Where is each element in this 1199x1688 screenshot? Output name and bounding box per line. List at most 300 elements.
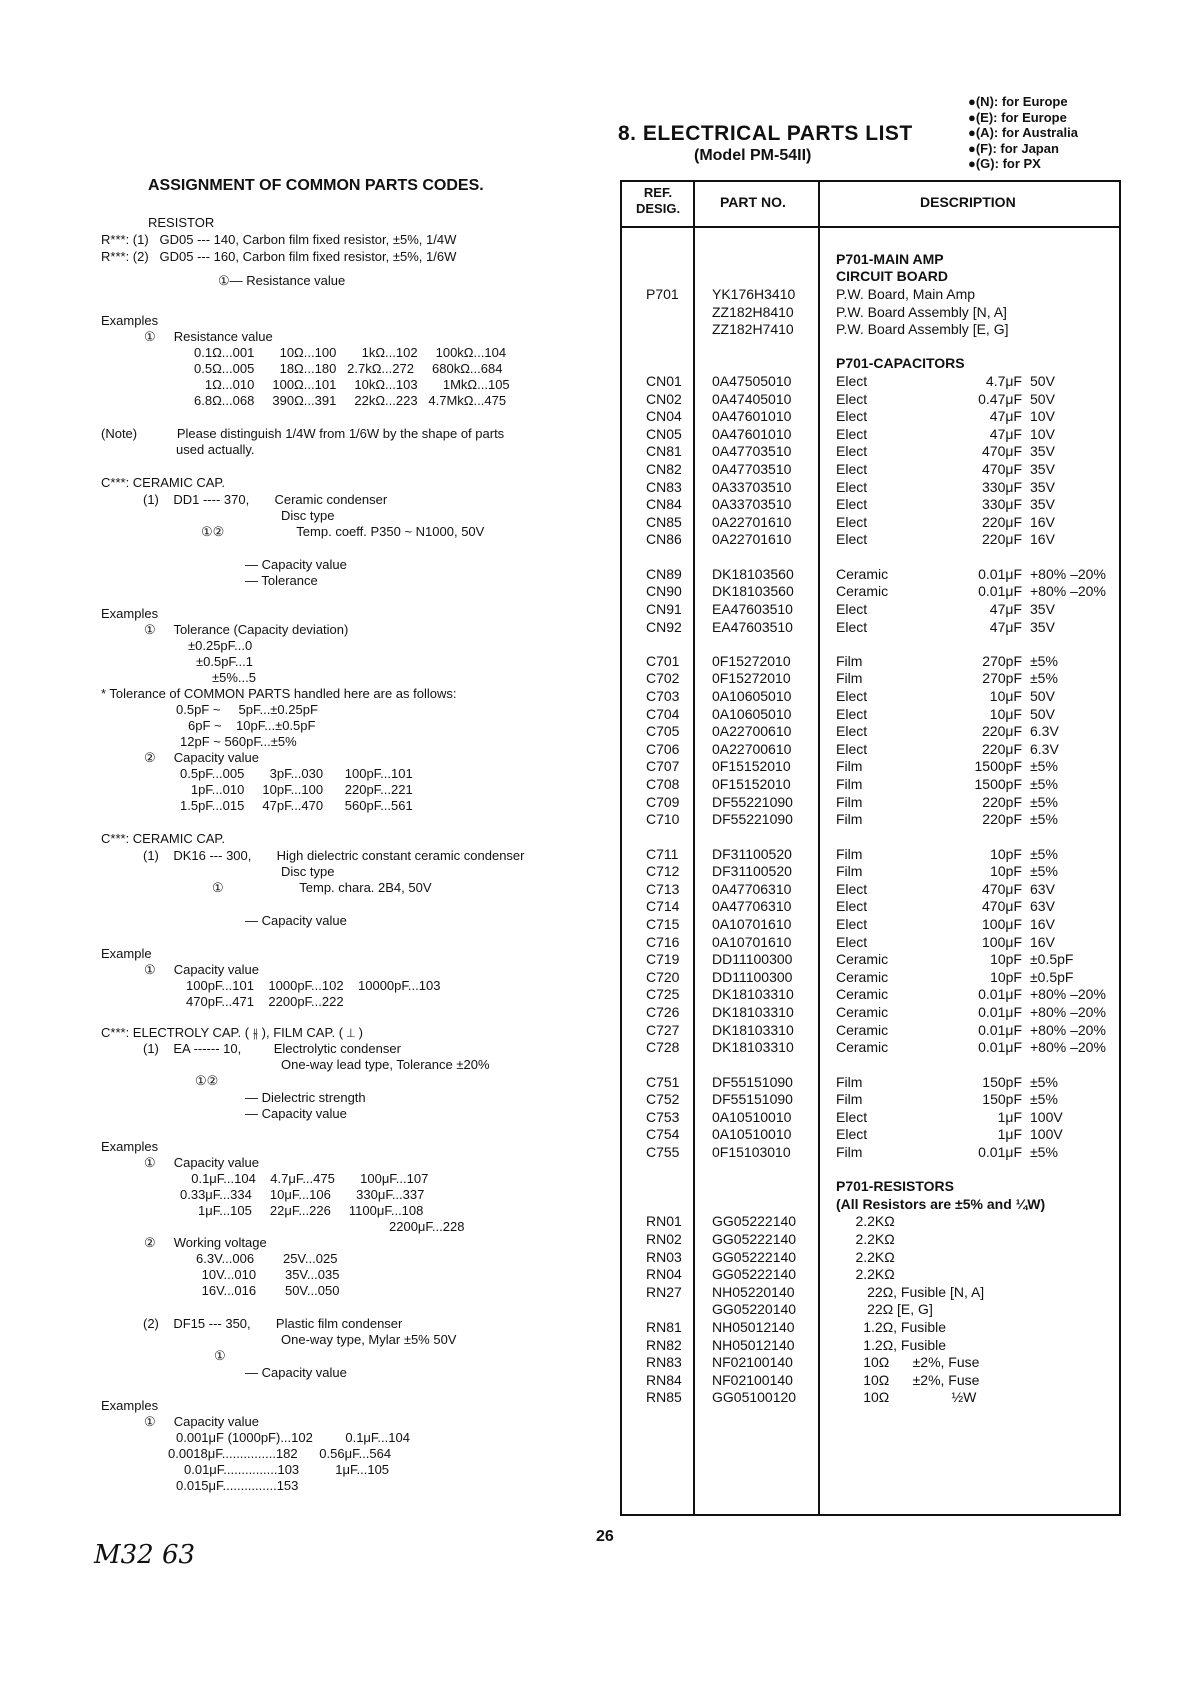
description-cell: Ceramic	[836, 951, 889, 968]
description-cell: 10Ω ±2%, Fuse	[836, 1354, 980, 1371]
table-row	[622, 1301, 1119, 1319]
description-cell: 1.2Ω, Fusible	[836, 1319, 947, 1336]
part-no-cell: NH05220140	[712, 1283, 795, 1300]
rating-cell: 16V	[1030, 513, 1055, 530]
code-line: — Capacity value	[245, 913, 347, 928]
code-line: One-way type, Mylar ±5% 50V	[281, 1332, 457, 1347]
code-line: Examples	[101, 1398, 159, 1413]
description-cell: 2.2KΩ	[836, 1213, 895, 1230]
ref-cell: C755	[646, 1143, 680, 1160]
rating-cell: 100V	[1030, 1108, 1063, 1125]
part-no-cell: 0A10510010	[712, 1108, 792, 1125]
part-no-cell: 0A33703510	[712, 496, 792, 513]
table-row	[622, 268, 1119, 286]
rating-cell: ±5%	[1030, 1143, 1058, 1160]
part-no-cell: 0A47405010	[712, 390, 792, 407]
rating-cell: 63V	[1030, 880, 1055, 897]
code-line: — Dielectric strength	[245, 1090, 366, 1105]
table-row	[622, 304, 1119, 322]
code-line: 0.01μF...............103 1μF...105	[184, 1462, 390, 1477]
description-cell: Elect	[836, 740, 868, 757]
code-line: 0.5pF...005 3pF...030 100pF...101	[180, 766, 413, 781]
code-line: 0.1Ω...001 10Ω...100 1kΩ...102 100kΩ...104	[194, 345, 507, 360]
ref-cell: C716	[646, 933, 680, 950]
code-line: 0.1μF...104 4.7μF...475 100μF...107	[184, 1171, 429, 1186]
table-row	[622, 1389, 1119, 1407]
rating-cell: 35V	[1030, 496, 1055, 513]
description-cell: P701-RESISTORS	[836, 1178, 955, 1195]
code-line: Examples	[101, 1139, 159, 1154]
description-cell: Elect	[836, 898, 868, 915]
value-cell: 470μF	[982, 898, 1022, 915]
part-no-cell: ZZ182H7410	[712, 321, 794, 338]
ref-cell: C720	[646, 968, 680, 985]
table-row	[622, 1337, 1119, 1355]
description-cell: Elect	[836, 478, 868, 495]
value-cell: 47μF	[989, 408, 1022, 425]
description-cell: 2.2KΩ	[836, 1231, 895, 1248]
value-cell: 150pF	[982, 1073, 1022, 1090]
part-no-cell: DF55151090	[712, 1073, 793, 1090]
part-no-cell: 0A10605010	[712, 688, 792, 705]
rating-cell: ±5%	[1030, 845, 1058, 862]
part-no-cell: 0A22700610	[712, 723, 792, 740]
ref-cell: C754	[646, 1126, 680, 1143]
region-note: ●(G): for PX	[968, 156, 1041, 171]
code-line: 0.33μF...334 10μF...106 330μF...337	[180, 1187, 425, 1202]
region-note: ●(E): for Europe	[968, 109, 1067, 125]
part-no-cell: 0A47706310	[712, 898, 792, 915]
table-row	[622, 916, 1119, 934]
part-no-cell: 0A47601010	[712, 408, 792, 425]
rating-cell: ±5%	[1030, 758, 1058, 775]
value-cell: 220μF	[982, 740, 1022, 757]
rating-cell: ±5%	[1030, 1073, 1058, 1090]
rating-cell: 16V	[1030, 531, 1055, 548]
rating-cell: ±5%	[1030, 776, 1058, 793]
code-line: (1) DK16 --- 300, High dielectric constant ceramic condenser	[143, 848, 525, 863]
code-line: ±0.25pF...0	[188, 638, 253, 653]
description-cell: P701-MAIN AMP	[836, 250, 944, 267]
description-cell: Ceramic	[836, 565, 889, 582]
code-line: ① Capacity value	[144, 1155, 259, 1170]
part-no-cell: 0A22701610	[712, 513, 792, 530]
ref-cell: C702	[646, 670, 680, 687]
code-line: C***: CERAMIC CAP.	[101, 831, 226, 846]
table-row	[622, 758, 1119, 776]
part-no-cell: 0A47505010	[712, 373, 792, 390]
value-cell: 270pF	[982, 652, 1022, 669]
ref-cell: CN91	[646, 600, 682, 617]
code-line: 100pF...101 1000pF...102 10000pF...103	[186, 978, 441, 993]
part-no-cell: DK18103560	[712, 583, 794, 600]
table-row	[622, 706, 1119, 724]
value-cell: 220μF	[982, 513, 1022, 530]
part-no-cell: GG05222140	[712, 1231, 797, 1248]
value-cell: 1μF	[997, 1108, 1022, 1125]
code-line: 0.015μF...............153	[176, 1478, 299, 1493]
code-line: 470pF...471 2200pF...222	[186, 994, 344, 1009]
description-cell: Elect	[836, 916, 868, 932]
table-row	[622, 723, 1119, 741]
ref-cell: CN81	[646, 443, 682, 460]
ref-cell: C751	[646, 1073, 680, 1090]
code-line: ①— Resistance value	[218, 273, 346, 288]
rating-cell: ±5%	[1030, 793, 1058, 810]
ref-cell: CN92	[646, 618, 682, 635]
code-line: used actually.	[176, 442, 255, 457]
parts-table	[620, 180, 1121, 1516]
header-part: PART NO.	[720, 194, 786, 210]
part-no-cell: DF31100520	[712, 863, 792, 880]
code-line: Examples	[101, 313, 159, 328]
value-cell: 0.47μF	[978, 390, 1022, 407]
rating-cell: +80% –20%	[1030, 1039, 1106, 1056]
ref-cell: C706	[646, 740, 680, 757]
code-line: 1μF...105 22μF...226 1100μF...108	[180, 1203, 424, 1218]
description-cell: Elect	[836, 1126, 868, 1143]
ref-cell: C725	[646, 986, 680, 1003]
code-line: R***: (1) GD05 --- 140, Carbon film fixed resistor, ±5%, 1/4W	[101, 232, 457, 247]
code-line: ① Tolerance (Capacity deviation)	[144, 622, 349, 637]
value-cell: 0.01μF	[978, 1021, 1022, 1038]
rating-cell: 35V	[1030, 600, 1055, 617]
code-line: 0.001μF (1000pF)...102 0.1μF...104	[176, 1430, 410, 1445]
table-row	[622, 1266, 1119, 1284]
part-no-cell: DF55221090	[712, 811, 793, 828]
part-no-cell: GG05222140	[712, 1266, 797, 1283]
description-cell: Elect	[836, 461, 868, 478]
region-note: ●(N): for Europe	[968, 94, 1068, 109]
part-no-cell: GG05100120	[712, 1389, 797, 1406]
description-cell: Film	[836, 863, 863, 880]
part-no-cell: GG05220140	[712, 1301, 797, 1318]
description-cell: 10Ω ½W	[836, 1389, 977, 1406]
table-row	[622, 1126, 1119, 1144]
value-cell: 10μF	[989, 688, 1022, 705]
value-cell: 0.01μF	[978, 583, 1022, 600]
code-line: (Note) Please distinguish 1/4W from 1/6W by the shape of parts	[101, 426, 505, 441]
table-row	[622, 741, 1119, 759]
table-row	[622, 951, 1119, 969]
value-cell: 47μF	[989, 600, 1022, 617]
table-row	[622, 408, 1119, 426]
ref-cell: RN84	[646, 1371, 682, 1388]
value-cell: 1500pF	[974, 758, 1022, 775]
table-row	[622, 619, 1119, 637]
part-no-cell: DK18103310	[712, 1021, 794, 1038]
value-cell: 150pF	[982, 1091, 1022, 1108]
description-cell: Film	[836, 652, 863, 669]
code-line: ±5%...5	[212, 670, 256, 685]
code-line: 6pF ~ 10pF...±0.5pF	[188, 718, 316, 733]
part-no-cell: GG05222140	[712, 1248, 797, 1265]
code-line: 16V...016 50V...050	[198, 1283, 340, 1298]
part-no-cell: NH05012140	[712, 1319, 795, 1336]
rating-cell: 35V	[1030, 618, 1055, 635]
code-line: ① Capacity value	[144, 1414, 259, 1429]
parts-list-model: (Model PM-54II)	[694, 147, 812, 164]
table-row	[622, 426, 1119, 444]
description-cell: CIRCUIT BOARD	[836, 268, 948, 285]
value-cell: 270pF	[982, 670, 1022, 687]
code-line: — Capacity value	[245, 557, 347, 572]
table-row	[622, 443, 1119, 461]
rating-cell: +80% –20%	[1030, 583, 1106, 600]
rating-cell: 10V	[1030, 425, 1055, 442]
description-cell: Film	[836, 776, 863, 793]
code-line: ① Capacity value	[144, 962, 259, 977]
description-cell: Film	[836, 1091, 863, 1108]
table-row	[622, 583, 1119, 601]
table-row	[622, 1144, 1119, 1162]
table-row	[622, 881, 1119, 899]
code-line: ① Temp. chara. 2B4, 50V	[212, 880, 432, 895]
description-cell: Ceramic	[836, 583, 889, 600]
table-row	[622, 1091, 1119, 1109]
ref-cell: CN83	[646, 478, 682, 495]
value-cell: 220pF	[982, 793, 1022, 810]
ref-cell: RN82	[646, 1336, 682, 1353]
code-line: 1.5pF...015 47pF...470 560pF...561	[180, 798, 413, 813]
rating-cell: ±5%	[1030, 1091, 1058, 1108]
ref-cell: C728	[646, 1039, 680, 1056]
part-no-cell: GG05222140	[712, 1213, 797, 1230]
code-line: 1Ω...010 100Ω...101 10kΩ...103 1MkΩ...105	[194, 377, 510, 392]
table-row	[622, 531, 1119, 549]
part-no-cell: DF55221090	[712, 793, 793, 810]
part-no-cell: YK176H3410	[712, 285, 796, 302]
description-cell: Elect	[836, 531, 868, 548]
value-cell: 470μF	[982, 461, 1022, 478]
rating-cell: +80% –20%	[1030, 1021, 1106, 1038]
code-line: * Tolerance of COMMON PARTS handled here are as follows:	[101, 686, 457, 701]
part-no-cell: 0A10701610	[712, 916, 792, 932]
part-no-cell: EA47603510	[712, 600, 793, 617]
rating-cell: ±0.5pF	[1030, 951, 1074, 968]
ref-cell: C708	[646, 776, 680, 793]
table-row	[622, 653, 1119, 671]
table-row	[622, 863, 1119, 881]
description-cell: P.W. Board Assembly [N, A]	[836, 303, 1007, 320]
code-line: (1) EA ------ 10, Electrolytic condenser	[143, 1041, 401, 1056]
ref-cell: C715	[646, 916, 680, 932]
code-line: ①	[214, 1348, 226, 1363]
ref-cell: RN85	[646, 1389, 682, 1406]
table-row	[622, 461, 1119, 479]
table-row	[622, 1004, 1119, 1022]
table-row	[622, 1074, 1119, 1092]
part-no-cell: DK18103310	[712, 986, 794, 1003]
description-cell: Elect	[836, 705, 868, 722]
table-row	[622, 251, 1119, 269]
description-cell: 2.2KΩ	[836, 1248, 895, 1265]
code-line: R***: (2) GD05 --- 160, Carbon film fixed resistor, ±5%, 1/6W	[101, 249, 457, 264]
code-line: (1) DD1 ---- 370, Ceramic condenser	[143, 492, 388, 507]
part-no-cell: DK18103310	[712, 1004, 794, 1020]
part-no-cell: DK18103310	[712, 1039, 794, 1056]
table-row	[622, 373, 1119, 391]
description-cell: Elect	[836, 933, 868, 950]
part-no-cell: 0A47703510	[712, 461, 792, 478]
description-cell: Film	[836, 758, 863, 775]
description-cell: (All Resistors are ±5% and ¼W)	[836, 1195, 1046, 1212]
table-row	[622, 1284, 1119, 1302]
ref-cell: C705	[646, 723, 680, 740]
table-row	[622, 670, 1119, 688]
code-line: ①② Temp. coeff. P350 ~ N1000, 50V	[201, 524, 485, 539]
table-row	[622, 514, 1119, 532]
ref-cell: C703	[646, 688, 680, 705]
description-cell: Elect	[836, 496, 868, 513]
table-row	[622, 1354, 1119, 1372]
rating-cell: 100V	[1030, 1126, 1063, 1143]
table-row	[622, 794, 1119, 812]
table-row	[622, 566, 1119, 584]
part-no-cell: NH05012140	[712, 1336, 795, 1353]
part-no-cell: NF02100140	[712, 1371, 793, 1388]
value-cell: 4.7μF	[985, 373, 1022, 390]
code-line: 12pF ~ 560pF...±5%	[180, 734, 297, 749]
part-no-cell: DF55151090	[712, 1091, 793, 1108]
ref-cell: C712	[646, 863, 680, 880]
code-line: — Tolerance	[245, 573, 318, 588]
value-cell: 100μF	[982, 916, 1022, 932]
rating-cell: ±5%	[1030, 863, 1058, 880]
description-cell: 1.2Ω, Fusible	[836, 1336, 947, 1353]
value-cell: 1μF	[997, 1126, 1022, 1143]
value-cell: 10pF	[990, 845, 1022, 862]
description-cell: Ceramic	[836, 1039, 889, 1056]
value-cell: 10pF	[990, 951, 1022, 968]
code-line: ② Working voltage	[144, 1235, 267, 1250]
value-cell: 220μF	[982, 531, 1022, 548]
description-cell: Elect	[836, 1108, 868, 1125]
code-line: 0.5Ω...005 18Ω...180 2.7kΩ...272 680kΩ...684	[194, 361, 503, 376]
rating-cell: 6.3V	[1030, 723, 1059, 740]
ref-cell: CN86	[646, 531, 682, 548]
description-cell: Elect	[836, 688, 868, 705]
rating-cell: 6.3V	[1030, 740, 1059, 757]
description-cell: Film	[836, 1143, 863, 1160]
description-cell: Film	[836, 1073, 863, 1090]
part-no-cell: 0A10605010	[712, 705, 792, 722]
parts-list-title: 8. ELECTRICAL PARTS LIST	[618, 122, 913, 145]
part-no-cell: 0A47706310	[712, 880, 792, 897]
description-cell: Film	[836, 811, 863, 828]
table-row	[622, 391, 1119, 409]
code-line: ② Capacity value	[144, 750, 259, 765]
code-line: (2) DF15 --- 350, Plastic film condenser	[143, 1316, 403, 1331]
ref-cell: CN82	[646, 461, 682, 478]
table-row	[622, 986, 1119, 1004]
header-ref: REF. DESIG.	[636, 185, 681, 216]
value-cell: 10pF	[990, 968, 1022, 985]
rating-cell: ±5%	[1030, 652, 1058, 669]
part-no-cell: 0A47601010	[712, 425, 792, 442]
value-cell: 0.01μF	[978, 1004, 1022, 1020]
ref-cell: C753	[646, 1108, 680, 1125]
table-row	[622, 286, 1119, 304]
rating-cell: 10V	[1030, 408, 1055, 425]
description-cell: 10Ω ±2%, Fuse	[836, 1371, 980, 1388]
table-row	[622, 601, 1119, 619]
ref-cell: C719	[646, 951, 680, 968]
table-row	[622, 898, 1119, 916]
part-no-cell: 0A33703510	[712, 478, 792, 495]
part-no-cell: 0F15272010	[712, 652, 791, 669]
code-line: One-way lead type, Tolerance ±20%	[281, 1057, 490, 1072]
part-no-cell: 0F15152010	[712, 776, 791, 793]
table-row	[622, 776, 1119, 794]
value-cell: 0.01μF	[978, 986, 1022, 1003]
description-cell: Elect	[836, 600, 868, 617]
handwritten-note: M32 63	[94, 1540, 196, 1570]
value-cell: 220μF	[982, 723, 1022, 740]
ref-cell: P701	[646, 285, 679, 302]
ref-cell: RN27	[646, 1283, 682, 1300]
code-line: 6.3V...006 25V...025	[196, 1251, 338, 1266]
rating-cell: 50V	[1030, 705, 1055, 722]
code-line: Disc type	[281, 508, 335, 523]
value-cell: 100μF	[982, 933, 1022, 950]
ref-cell: C701	[646, 652, 680, 669]
code-line: Disc type	[281, 864, 335, 879]
ref-cell: CN89	[646, 565, 682, 582]
table-row	[622, 496, 1119, 514]
table-row	[622, 1213, 1119, 1231]
page-number: 26	[596, 1528, 614, 1545]
code-line: 0.5pF ~ 5pF...±0.25pF	[176, 702, 318, 717]
code-line: Example	[101, 946, 152, 961]
description-cell: Ceramic	[836, 1004, 889, 1020]
part-no-cell: 0A47703510	[712, 443, 792, 460]
description-cell: Elect	[836, 443, 868, 460]
description-cell: P701-CAPACITORS	[836, 355, 965, 372]
code-line: C***: ELECTROLY CAP. ( ⫳ ), FILM CAP. ( ⊥ )	[101, 1025, 363, 1040]
code-line: ① Resistance value	[144, 329, 273, 344]
description-cell: Ceramic	[836, 968, 889, 985]
header-desc: DESCRIPTION	[920, 194, 1016, 210]
ref-cell: RN81	[646, 1319, 682, 1336]
code-line: 0.0018μF...............182 0.56μF...564	[168, 1446, 392, 1461]
value-cell: 470μF	[982, 443, 1022, 460]
ref-cell: C711	[646, 845, 679, 862]
part-no-cell: EA47603510	[712, 618, 793, 635]
description-cell: Elect	[836, 425, 868, 442]
part-no-cell: 0F15103010	[712, 1143, 791, 1160]
ref-cell: CN84	[646, 496, 682, 513]
description-cell: Elect	[836, 513, 868, 530]
rating-cell: 16V	[1030, 916, 1055, 932]
part-no-cell: DD11100300	[712, 968, 793, 985]
rating-cell: 63V	[1030, 898, 1055, 915]
rating-cell: 50V	[1030, 390, 1055, 407]
value-cell: 10μF	[989, 705, 1022, 722]
rating-cell: 16V	[1030, 933, 1055, 950]
code-line: C***: CERAMIC CAP.	[101, 475, 226, 490]
table-row	[622, 688, 1119, 706]
rating-cell: +80% –20%	[1030, 565, 1106, 582]
ref-cell: RN04	[646, 1266, 682, 1283]
value-cell: 0.01μF	[978, 1143, 1022, 1160]
value-cell: 0.01μF	[978, 1039, 1022, 1056]
ref-cell: RN03	[646, 1248, 682, 1265]
description-cell: Elect	[836, 408, 868, 425]
table-row	[622, 321, 1119, 339]
rating-cell: +80% –20%	[1030, 986, 1106, 1003]
rating-cell: 50V	[1030, 688, 1055, 705]
